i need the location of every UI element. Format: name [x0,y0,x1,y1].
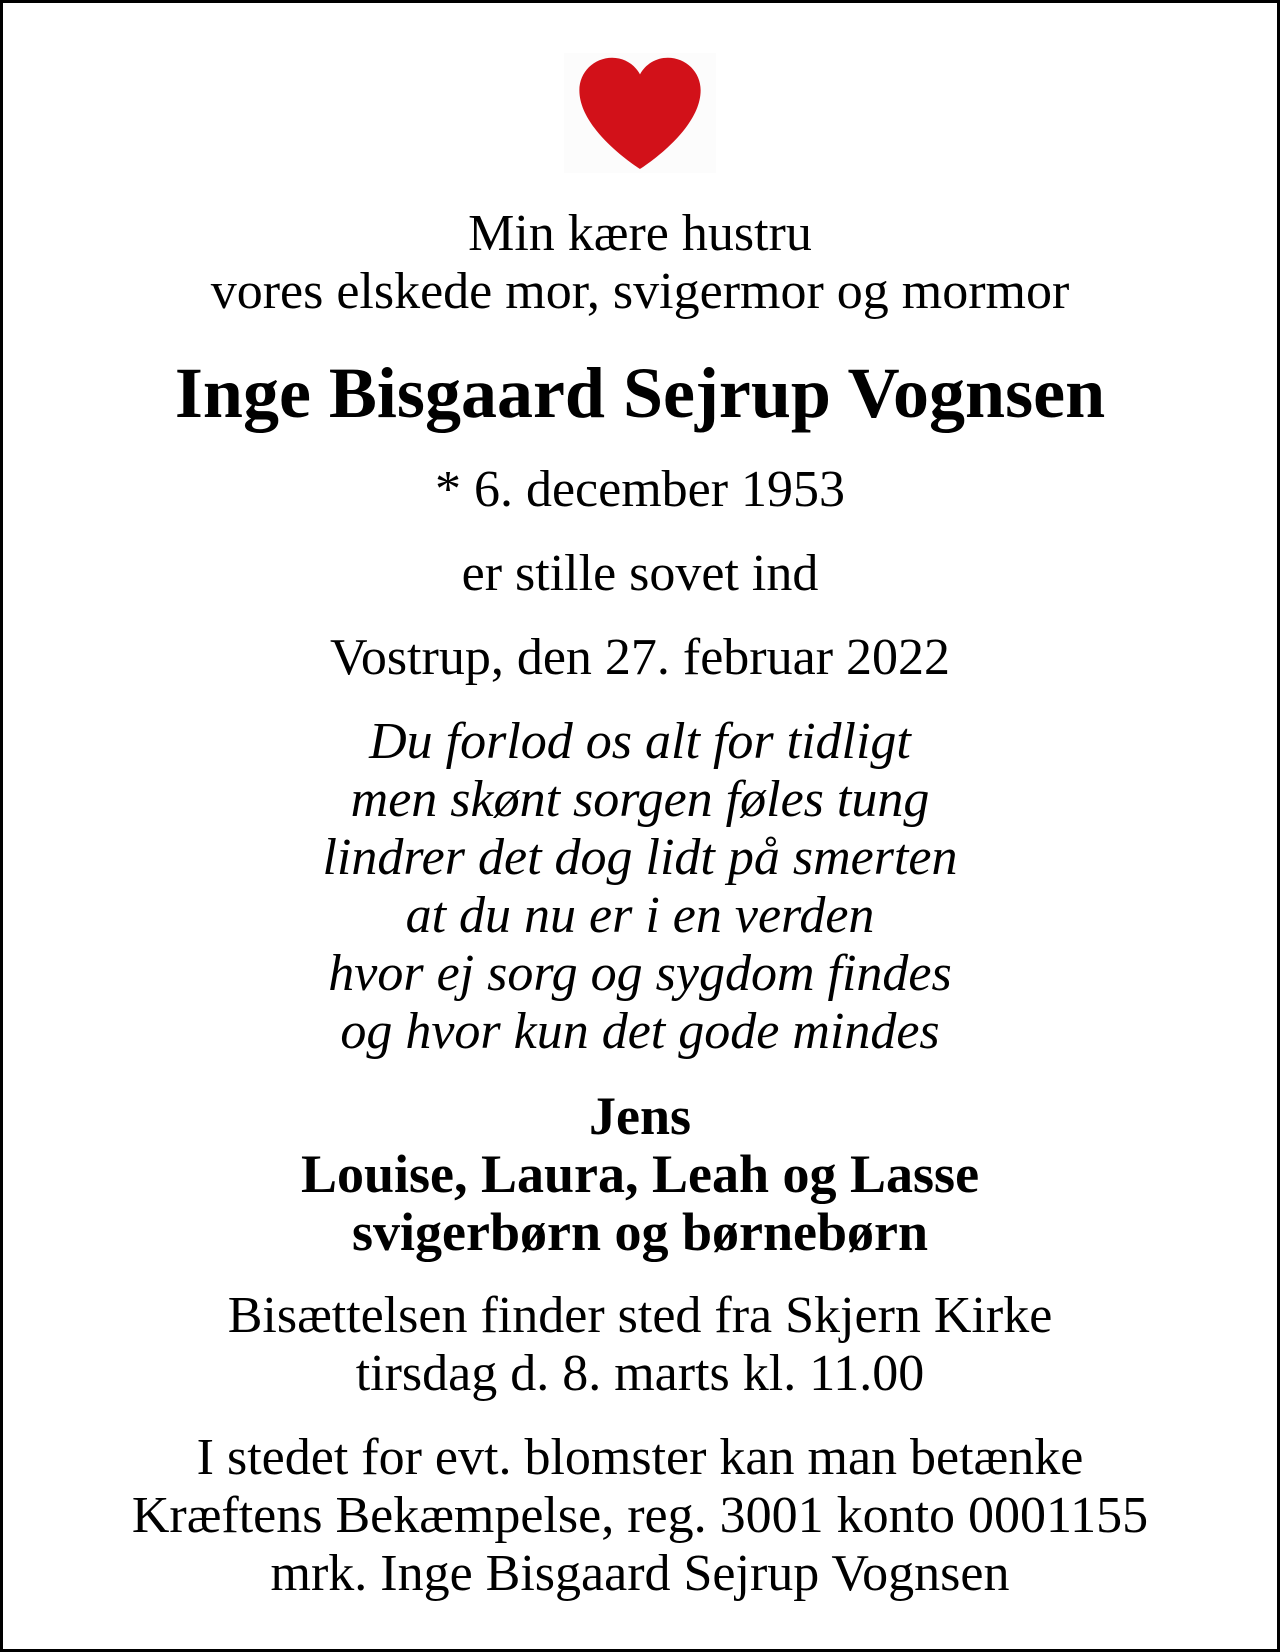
poem-line-2: men skønt sorgen føles tung [350,771,930,828]
poem-line-3: lindrer det dog lidt på smerten [322,829,958,886]
ceremony-line-2: tirsdag d. 8. marts kl. 11.00 [355,1345,925,1402]
passing-phrase: er stille sovet ind [461,545,819,602]
deceased-name-section [3,351,1277,435]
ceremony-section [3,1287,1277,1403]
intro-section [3,205,1277,321]
mourners-section [3,1087,1277,1261]
donation-line-2: Kræftens Bekæmpelse, reg. 3001 konto 0001155 [131,1487,1149,1544]
ceremony-line-1: Bisættelsen finder sted fra Skjern Kirke [227,1287,1053,1344]
deceased-name: Inge Bisgaard Sejrup Vognsen [174,353,1106,433]
mourner-line-1: Jens [588,1086,691,1146]
heart-icon-svg [570,57,710,169]
mourner-line-3: svigerbørn og børnebørn [351,1202,929,1262]
donation-line-1: I stedet for evt. blomster kan man betænke [196,1429,1084,1486]
birth-date: * 6. december 1953 [434,461,846,518]
passing-phrase-section [3,545,1277,603]
poem-line-4: at du nu er i en verden [405,887,875,944]
heart-icon [564,53,716,173]
place-and-date: Vostrup, den 27. februar 2022 [329,629,951,686]
place-date-section [3,629,1277,687]
intro-line-1: Min kære hustru [468,205,812,262]
poem-line-1: Du forlod os alt for tidligt [369,713,911,770]
memorial-poem [3,713,1277,1061]
birth-date-section [3,461,1277,519]
poem-line-5: hvor ej sorg og sygdom findes [328,945,952,1002]
mourner-line-2: Louise, Laura, Leah og Lasse [300,1144,980,1204]
donation-line-3: mrk. Inge Bisgaard Sejrup Vognsen [270,1545,1010,1602]
poem-line-6: og hvor kun det gode mindes [340,1003,940,1060]
intro-line-2: vores elskede mor, svigermor og mormor [210,263,1070,320]
donation-section [3,1429,1277,1603]
heart-icon-shape [579,58,700,169]
